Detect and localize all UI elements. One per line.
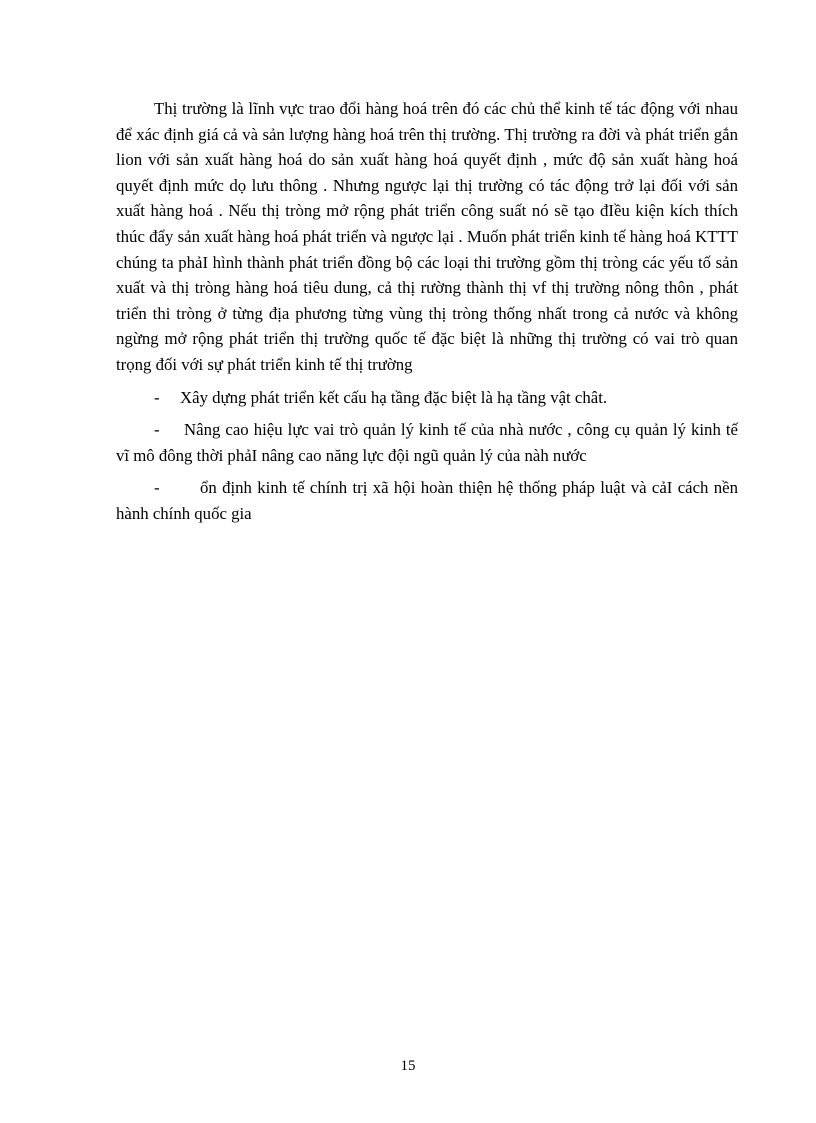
bullet-text: Nâng cao hiệu lực vai trò quản lý kinh tế của nhà nước , công cụ quản lý kinh tế vĩ mô đông thời phảI nâng cao năng lực đội ngũ quản lý của nàh nước: [116, 420, 738, 465]
bullet-item-stability: [116, 475, 738, 526]
bullet-dash: -: [154, 478, 160, 498]
body-paragraph: Thị trường là lĩnh vực trao đổi hàng hoá trên đó các chủ thể kinh tế tác động với nhau để xác định giá cả và sản lượng hàng hoá trên thị trường. Thị trường ra đời và phát triển gắn lion với sản xuất hàng hoá do sản xuất hàng hoá quyết định , mức độ sản xuất hàng hoá quyết định mức dọ lưu thông . Nhưng ngược lại thị trường có tác động trở lại đối với sản xuất hàng hoá . Nếu thị tròng mở rộng phát triển công suất nó sẽ tạo đIều kiện kích thích thúc đẩy sản xuất hàng hoá phát triển và ngược lại . Muốn phát triển kinh tế hàng hoá KTTT chúng ta phảI hình thành phát triển đồng bộ các loại thi trường gồm thị tròng các yếu tố sản xuất và thị tròng hàng hoá tiêu dung, cả thị rường thành thị vf thị trường nông thôn , phát triển thi tròng ở từng địa phương từng vùng thị tròng thống nhất trong cả nước và không ngừng mở rộng phát triển thị trường quốc tế đặc biệt là những thị trường có vai trò quan trọng đối với sự phát triển kinh tế thị trường: [116, 99, 738, 374]
bullet-dash: -: [154, 420, 160, 440]
document-body: [116, 96, 738, 527]
bullet-dash: -: [154, 387, 160, 407]
bullet-text: ổn định kinh tế chính trị xã hội hoàn thiện hệ thống pháp luật và cảI cách nền hành chính quốc gia: [116, 478, 738, 523]
bullet-item-state-management: [116, 417, 738, 468]
bullet-item-infrastructure: [116, 385, 738, 411]
page-number: 15: [400, 1058, 416, 1074]
bullet-text: Xây dựng phát triển kết cấu hạ tầng đặc biệt là hạ tầng vật chât.: [180, 387, 608, 407]
